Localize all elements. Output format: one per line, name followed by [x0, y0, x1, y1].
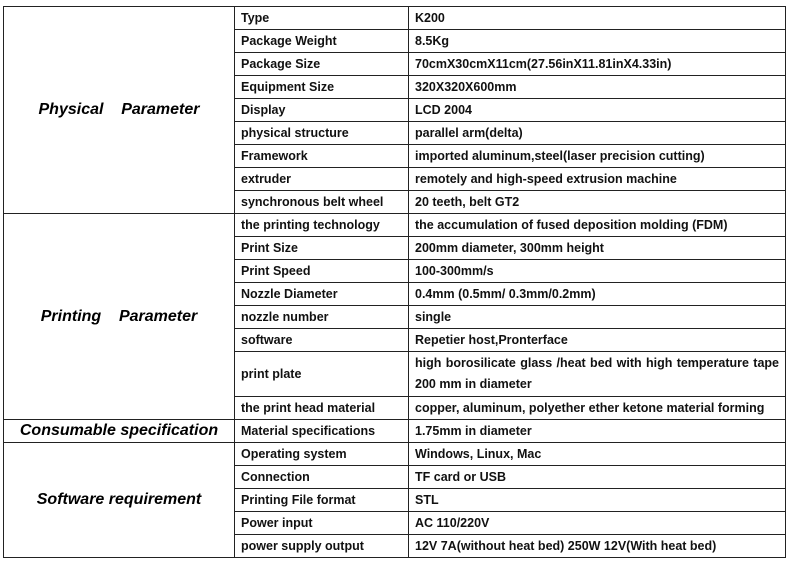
spec-value: remotely and high-speed extrusion machine: [409, 168, 786, 191]
spec-table: [3, 6, 786, 558]
spec-label: power supply output: [235, 535, 409, 558]
spec-value: 12V 7A(without heat bed) 250W 12V(With heat bed): [409, 535, 786, 558]
spec-value: the accumulation of fused deposition molding (FDM): [409, 214, 786, 237]
spec-value: AC 110/220V: [409, 512, 786, 535]
table-row: [4, 420, 786, 443]
category-cell: Software requirement: [4, 443, 235, 558]
spec-value: TF card or USB: [409, 466, 786, 489]
spec-label: Framework: [235, 145, 409, 168]
spec-value: imported aluminum,steel(laser precision cutting): [409, 145, 786, 168]
spec-label: the print head material: [235, 397, 409, 420]
spec-value: LCD 2004: [409, 99, 786, 122]
spec-value: 1.75mm in diameter: [409, 420, 786, 443]
spec-label: physical structure: [235, 122, 409, 145]
spec-value: Windows, Linux, Mac: [409, 443, 786, 466]
table-row: [4, 214, 786, 237]
spec-label: print plate: [235, 352, 409, 397]
table-row: [4, 7, 786, 30]
spec-value: 0.4mm (0.5mm/ 0.3mm/0.2mm): [409, 283, 786, 306]
spec-label: Printing File format: [235, 489, 409, 512]
category-cell: Consumable specification: [4, 420, 235, 443]
spec-value: single: [409, 306, 786, 329]
spec-value: Repetier host,Pronterface: [409, 329, 786, 352]
spec-value: 8.5Kg: [409, 30, 786, 53]
spec-label: the printing technology: [235, 214, 409, 237]
spec-label: Display: [235, 99, 409, 122]
spec-label: Type: [235, 7, 409, 30]
spec-value: K200: [409, 7, 786, 30]
spec-table-body: [4, 7, 786, 558]
spec-value: 320X320X600mm: [409, 76, 786, 99]
spec-value: parallel arm(delta): [409, 122, 786, 145]
spec-label: Material specifications: [235, 420, 409, 443]
spec-label: Print Speed: [235, 260, 409, 283]
spec-value: 70cmX30cmX11cm(27.56inX11.81inX4.33in): [409, 53, 786, 76]
spec-value: 20 teeth, belt GT2: [409, 191, 786, 214]
spec-value: copper, aluminum, polyether ether ketone material forming: [409, 397, 786, 420]
spec-label: software: [235, 329, 409, 352]
spec-label: Nozzle Diameter: [235, 283, 409, 306]
spec-label: synchronous belt wheel: [235, 191, 409, 214]
spec-label: Print Size: [235, 237, 409, 260]
spec-label: Package Size: [235, 53, 409, 76]
category-cell: Printing Parameter: [4, 214, 235, 420]
spec-label: Connection: [235, 466, 409, 489]
spec-label: Package Weight: [235, 30, 409, 53]
spec-value: STL: [409, 489, 786, 512]
spec-value: 200mm diameter, 300mm height: [409, 237, 786, 260]
spec-value: high borosilicate glass /heat bed with high temperature tape 200 mm in diameter: [409, 352, 786, 397]
spec-value: 100-300mm/s: [409, 260, 786, 283]
spec-label: Equipment Size: [235, 76, 409, 99]
spec-label: Power input: [235, 512, 409, 535]
table-row: [4, 443, 786, 466]
spec-label: nozzle number: [235, 306, 409, 329]
spec-label: extruder: [235, 168, 409, 191]
spec-label: Operating system: [235, 443, 409, 466]
category-cell: Physical Parameter: [4, 7, 235, 214]
